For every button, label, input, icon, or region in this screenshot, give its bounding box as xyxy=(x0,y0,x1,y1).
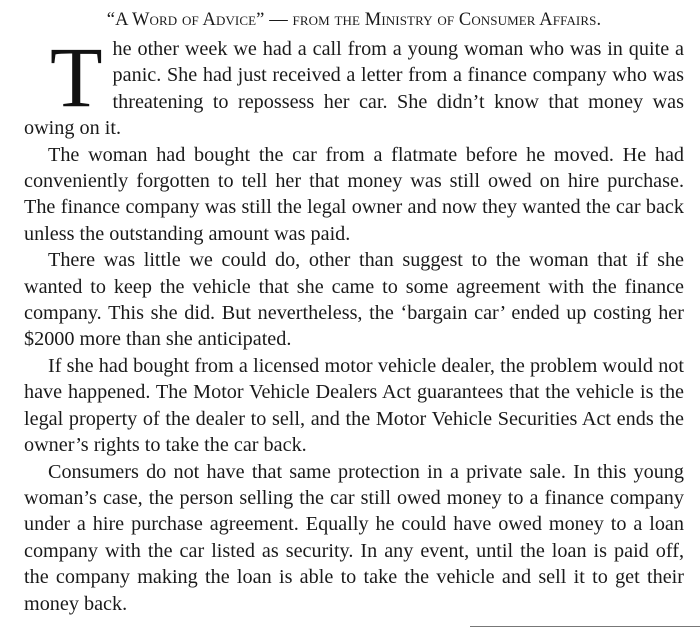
article xyxy=(24,8,684,617)
paragraph-5: Consumers do not have that same protection in a private sale. In this young woman’s case, the person selling the car still owed money to a finance company under a hire purchase agreement. Equally he could have owed money to a loan company with the car listed as security. In any event, until the loan is paid off, the company making the loan is able to take the vehicle and sell it to get their money back. xyxy=(24,460,684,615)
paragraph-1-text: he other week we had a call from a young woman who was in quite a panic. She had just received a letter from a finance company who was threatening to repossess her car. She didn’t know that money was owing on it. xyxy=(24,38,684,140)
paragraph-1 xyxy=(24,29,684,142)
bottom-rule xyxy=(470,626,700,627)
article-heading: “A Word of Advice” — from the Ministry of Consumer Affairs. xyxy=(106,10,602,30)
paragraph-3: There was little we could do, other than suggest to the woman that if she wanted to keep the vehicle that she came to some agreement with the finance company. This she did. But nevertheless, the ‘bargain car’ ended up costing her $2000 more than she anticipated. xyxy=(24,249,684,351)
drop-cap: T xyxy=(50,29,103,125)
paragraph-4: If she had bought from a licensed motor vehicle dealer, the problem would not have happened. The Motor Vehicle Dealers Act guarantees that the vehicle is the legal property of the dealer to sell, and the Motor Vehicle Securities Act ends the owner’s rights to take the car back. xyxy=(24,354,684,457)
paragraph-2: The woman had bought the car from a flatmate before he moved. He had conveniently forgotten to tell her that money was still owed on hire purchase. The finance company was still the legal owner and now they wanted the car back unless the outstanding amount was paid. xyxy=(24,143,684,245)
